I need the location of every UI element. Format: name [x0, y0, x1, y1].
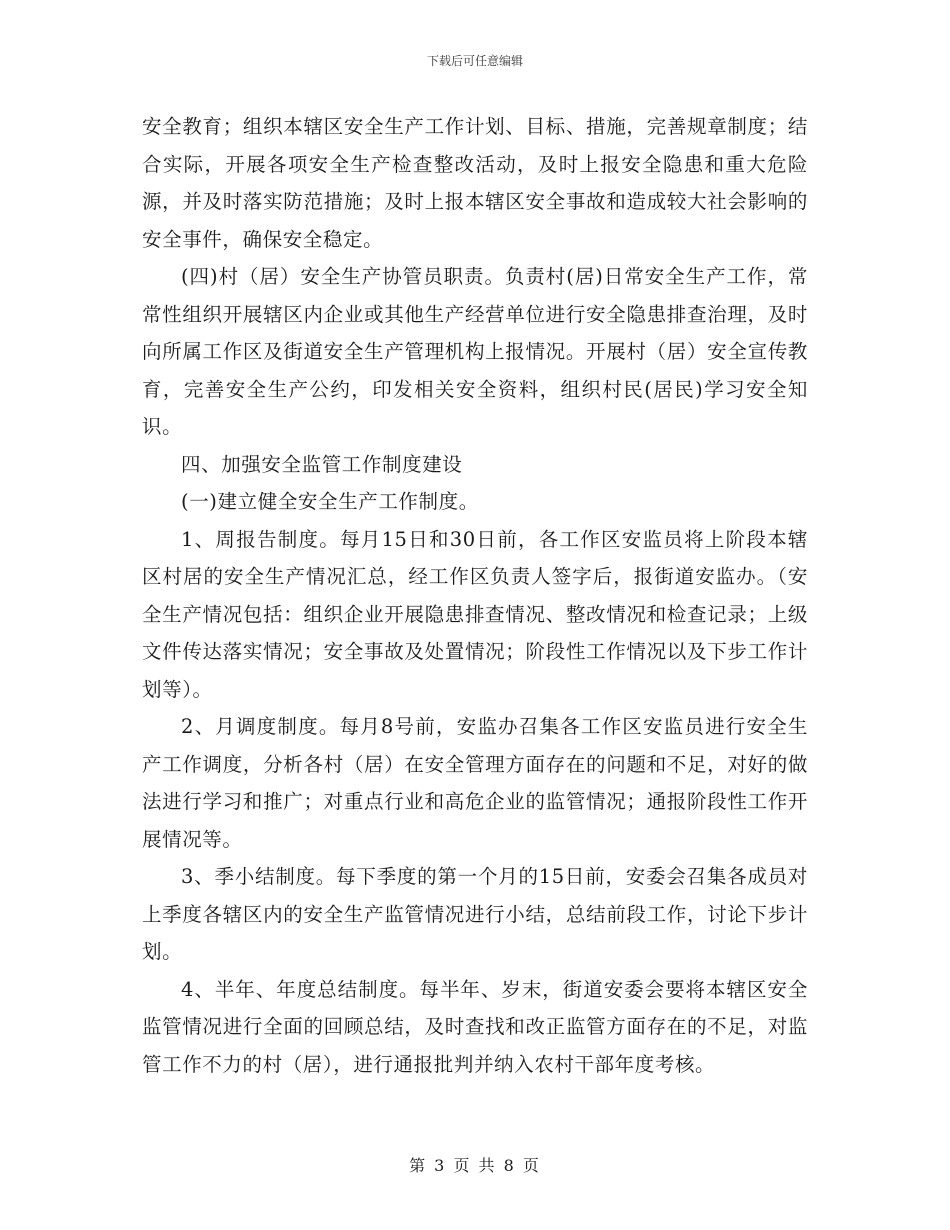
page-number: 第 3 页 共 8 页: [409, 1156, 541, 1175]
paragraph-village-coordinator-duties: (四)村（居）安全生产协管员职责。负责村(居)日常安全生产工作，常常性组织开展辖区内企业或其他生产经营单位进行安全隐患排查治理，及时向所属工作区及街道安全生产管理机构上报情况。开展村（居）安全宣传教育，完善安全生产公约，印发相关安全资料，组织村民(居民)学习安全知识。: [142, 265, 808, 438]
paragraph-quarterly-summary: 3、季小结制度。每下季度的第一个月的15日前，安委会召集各成员对上季度各辖区内的安全生产监管情况进行小结，总结前段工作，讨论下步计划。: [142, 865, 808, 963]
paragraph-weekly-report: 1、周报告制度。每月15日和30日前，各工作区安监员将上阶段本辖区村居的安全生产情况汇总，经工作区负责人签字后，报街道安监办。（安全生产情况包括：组织企业开展隐患排查情况、整改情况和检查记录；上级文件传达落实情况；安全事故及处置情况；阶段性工作情况以及下步工作计划等）。: [142, 527, 808, 701]
paragraph-monthly-dispatch: 2、月调度制度。每月8号前，安监办召集各工作区安监员进行安全生产工作调度，分析各村（居）在安全管理方面存在的问题和不足，对好的做法进行学习和推广；对重点行业和高危企业的监管情况；通报阶段性工作开展情况等。: [142, 715, 808, 851]
section-heading-supervision-system: 四、加强安全监管工作制度建设: [181, 452, 463, 476]
subsection-heading-work-system: (一)建立健全安全生产工作制度。: [181, 490, 479, 513]
paragraph-annual-summary: 4、半年、年度总结制度。每半年、岁末，街道安委会要将本辖区安全监管情况进行全面的回顾总结，及时查找和改正监管方面存在的不足，对监管工作不力的村（居），进行通报批判并纳入农村干部年度考核。: [142, 977, 808, 1076]
page-header: 下载后可任意编辑: [426, 54, 523, 68]
document-body: [142, 108, 808, 1083]
paragraph-duties-continued: 安全教育；组织本辖区安全生产工作计划、目标、措施，完善规章制度；结合实际，开展各项安全生产检查整改活动，及时上报安全隐患和重大危险源，并及时落实防范措施；及时上报本辖区安全事故和造成较大社会影响的安全事件，确保安全稳定。: [142, 115, 808, 251]
